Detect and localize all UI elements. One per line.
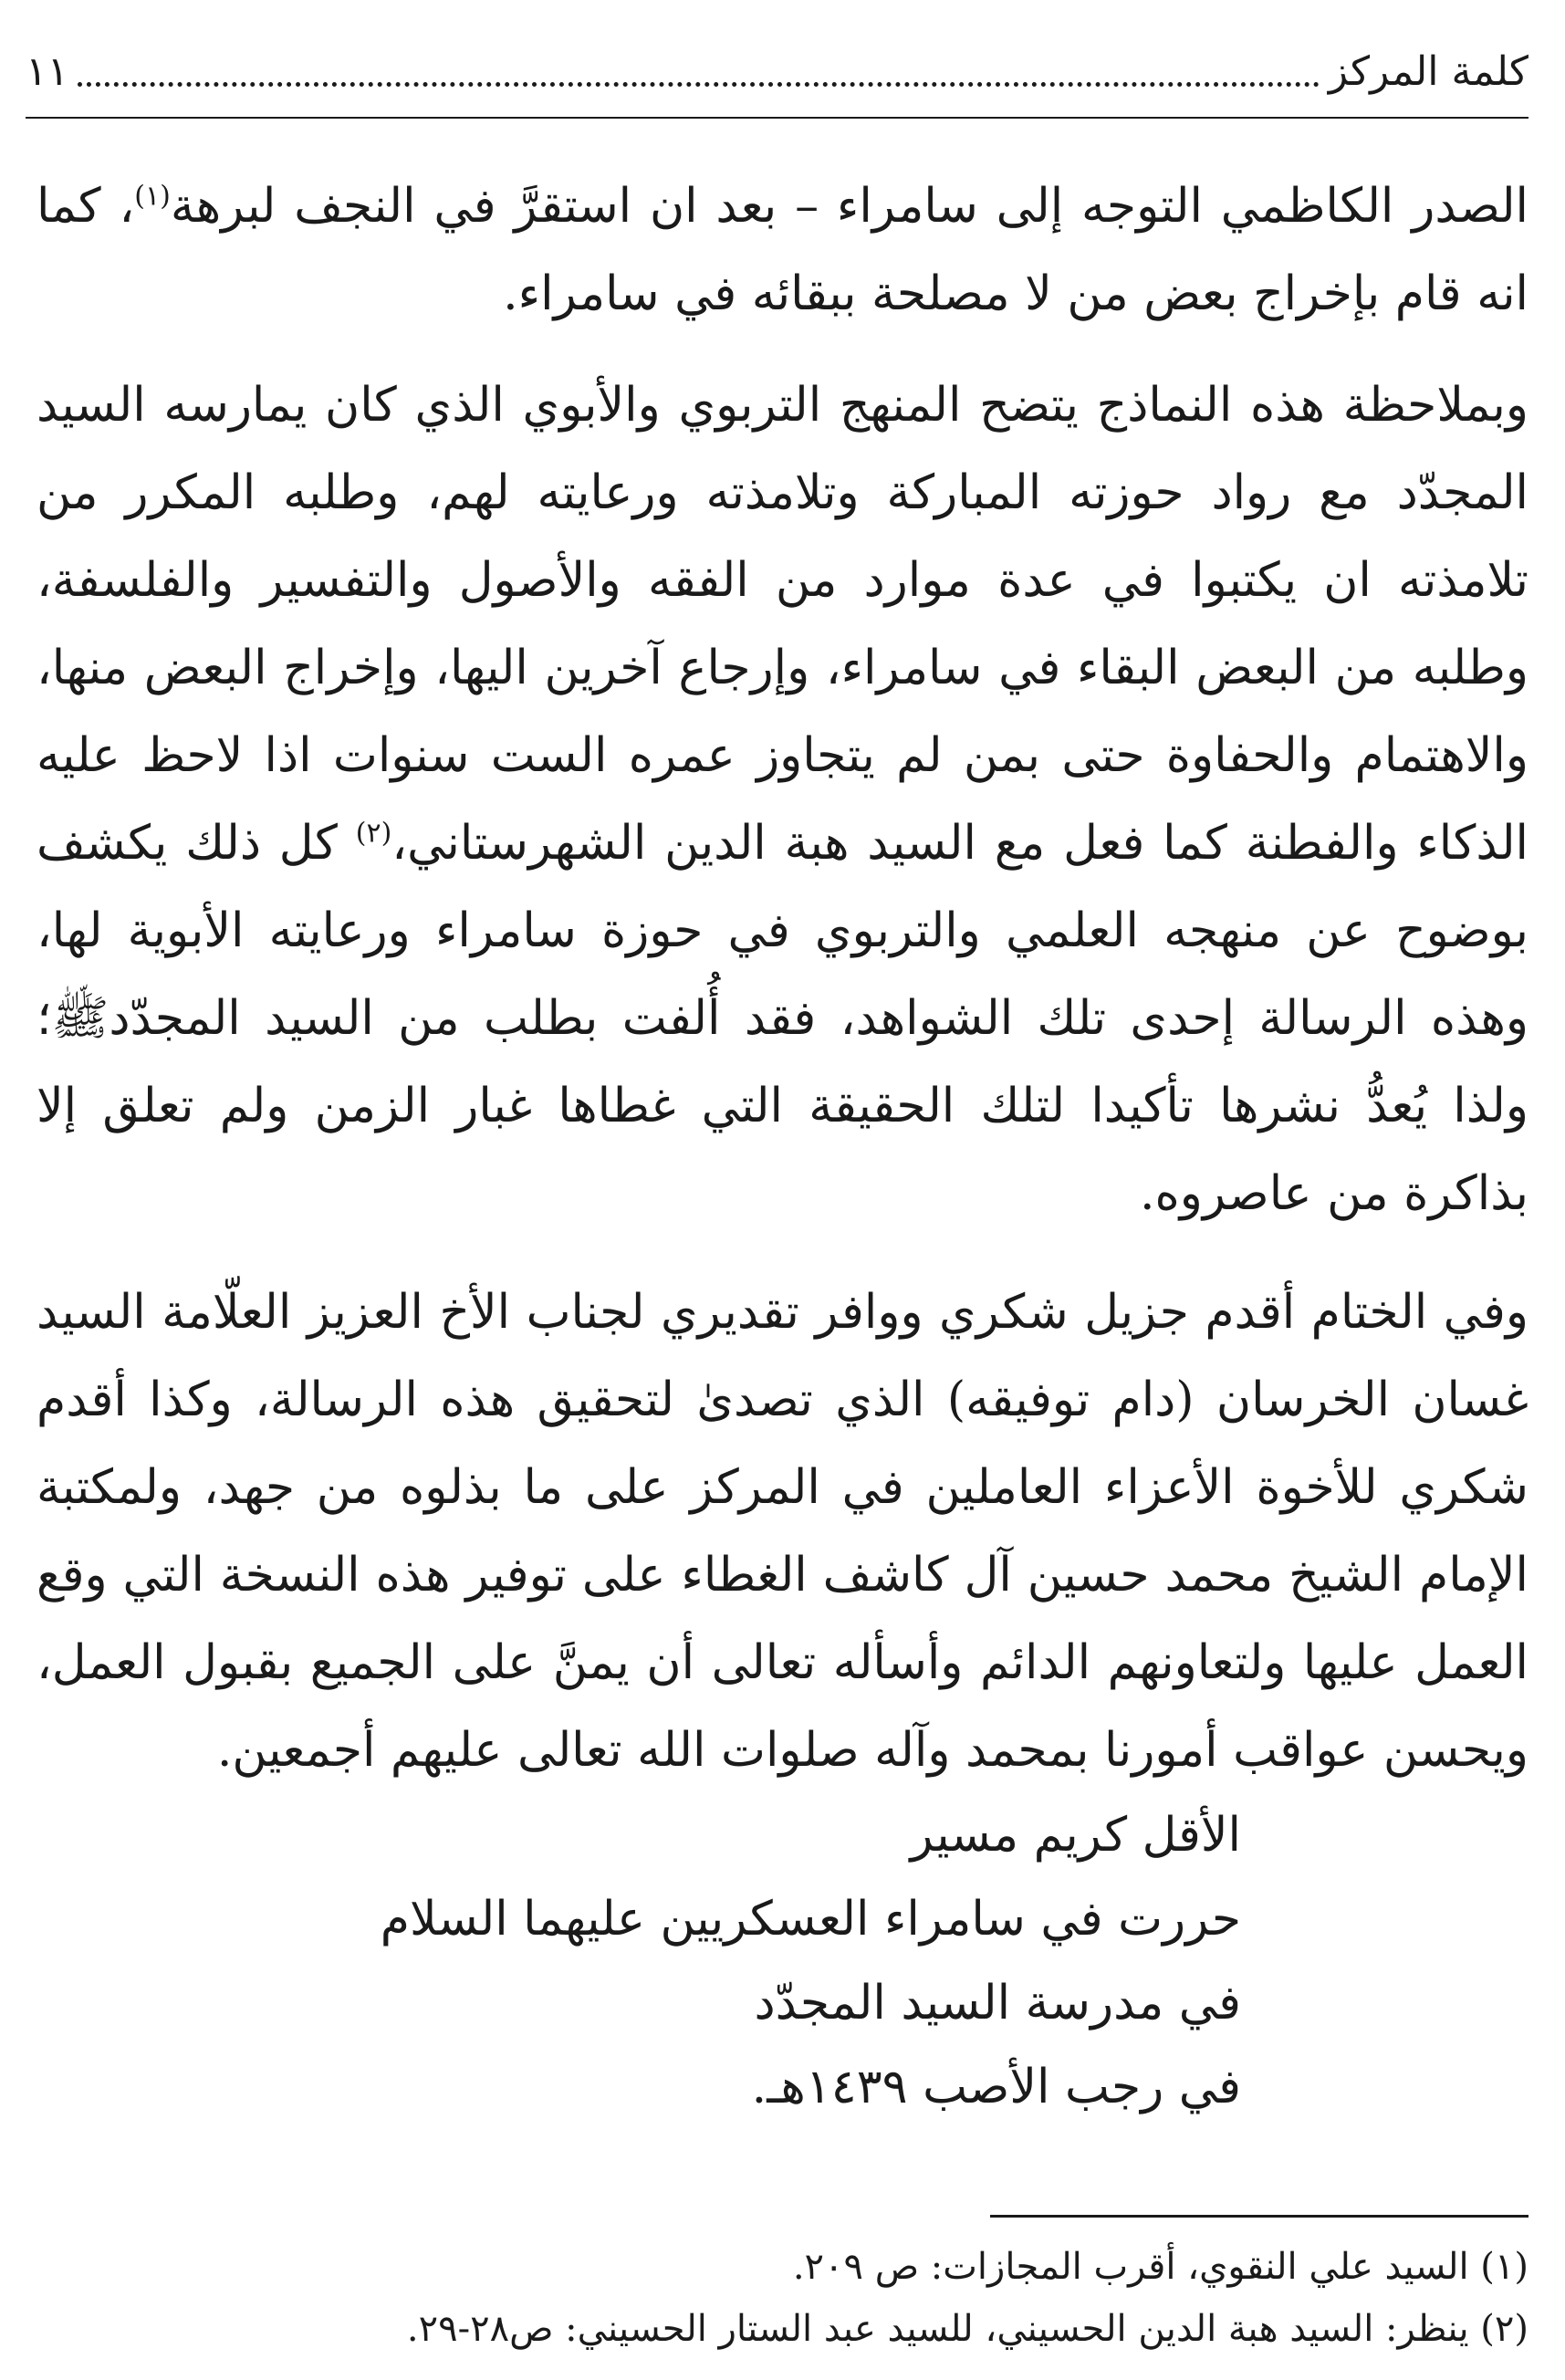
footnote-1: (١) السيد علي النقوي، أقرب المجازات: ص ٢٠٩.: [792, 2246, 1528, 2288]
paragraph-1-text: الصدر الكاظمي التوجه إلى سامراء – بعد ان استقرَّ في النجف لبرهة: [170, 179, 1528, 234]
running-header: [26, 44, 1528, 99]
signature-line-school: في مدرسة السيد المجدّد: [754, 1976, 1241, 2030]
footnotes: [37, 2236, 1528, 2360]
paragraph-3-text: وفي الختام أقدم جزيل شكري ووافر تقديري لجناب الأخ العزيز العلّامة السيد غسان الخرسان (دام توفيقه) الذي تصدىٰ لتحقيق هذه الرسالة، وكذا أقدم شكري للأخوة الأعزاء العاملين في المركز على ما بذلوه من جهد، ولمكتبة الإمام الشيخ محمد حسين آل كاشف الغطاء على توفير هذه النسخة التي وقع العمل عليها ولتعاونهم الدائم وأسأله تعالى أن يمنَّ على الجميع بقبول العمل، ويحسن عواقب أمورنا بمحمد وآله صلوات الله تعالى عليهم أجمعين.: [37, 1285, 1528, 1778]
footnote-2: (٢) ينظر: السيد هبة الدين الحسيني، للسيد عبد الستار الحسيني: ص٢٨-٢٩.: [406, 2308, 1528, 2350]
paragraph-1-rest: ، كما انه قام بإخراج بعض من لا مصلحة ببقائه في سامراء.: [37, 179, 1528, 321]
paragraph-3: [37, 1268, 1528, 1794]
signature-line-place: حررت في سامراء العسكريين عليهما السلام: [380, 1892, 1241, 1947]
signature-line-date: في رجب الأصب ١٤٣٩هـ.: [751, 2060, 1241, 2114]
footnote-ref-2[interactable]: (٢): [355, 817, 392, 850]
body-text: [37, 162, 1528, 1825]
footnote-separator: [990, 2215, 1528, 2218]
header-leader-dots: [78, 82, 1320, 87]
paragraph-2: [37, 361, 1528, 1237]
header-title: كلمة المركز: [1328, 47, 1528, 95]
page-number: ١١: [26, 47, 69, 95]
signature-line-author: الأقل كريم مسير: [910, 1808, 1241, 1863]
paragraph-2-rest: كل ذلك يكشف بوضوح عن منهجه العلمي والتربوي في حوزة سامراء ورعايته الأبوية لها، وهذه الرسالة إحدى تلك الشواهد، فقد أُلفت بطلب من السيد المجدّدﷺ؛ ولذا يُعدُّ نشرها تأكيدا لتلك الحقيقة التي غطاها غبار الزمن ولم تعلق إلا بذاكرة من عاصروه.: [37, 816, 1528, 1221]
header-rule: [26, 117, 1528, 119]
signature-block: [380, 1793, 1241, 2129]
footnote-ref-1[interactable]: (١): [134, 180, 171, 213]
paragraph-2-text: وبملاحظة هذه النماذج يتضح المنهج التربوي والأبوي الذي كان يمارسه السيد المجدّد مع رواد حوزته المباركة وتلامذته ورعايته لهم، وطلبه المكرر من تلامذته ان يكتبوا في عدة موارد من الفقه والأصول والتفسير والفلسفة، وطلبه من البعض البقاء في سامراء، وإرجاع آخرين اليها، وإخراج البعض منها، والاهتمام والحفاوة حتى بمن لم يتجاوز عمره الست سنوات اذا لاحظ عليه الذكاء والفطنة كما فعل مع السيد هبة الدين الشهرستاني،: [37, 378, 1529, 871]
paragraph-1: [37, 162, 1528, 338]
